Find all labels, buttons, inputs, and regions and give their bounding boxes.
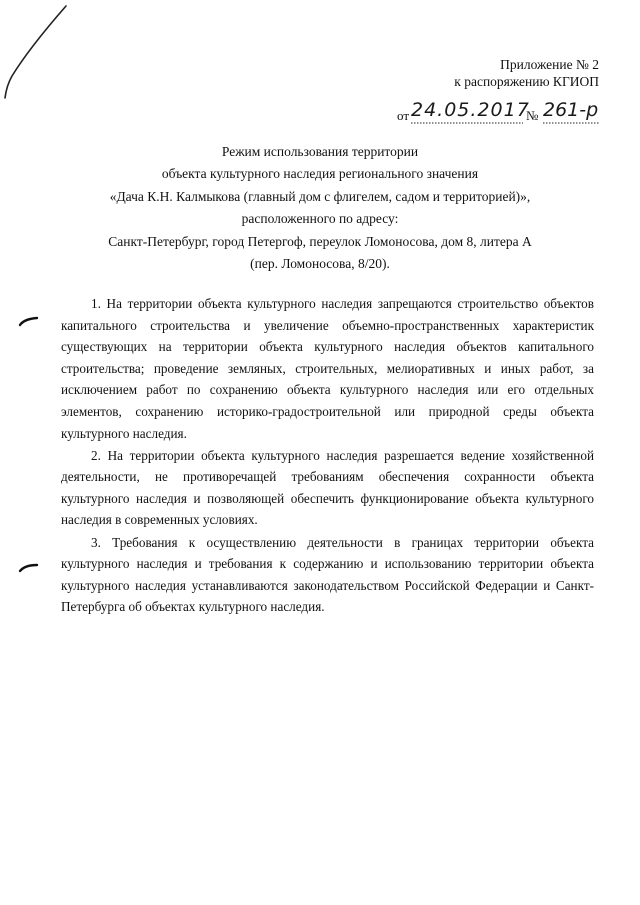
appendix-order-ref: к распоряжению КГИОП (454, 74, 599, 89)
paragraph-2: 2. На территории объекта культурного наследия разрешается ведение хозяйственной деятельности, не противоречащей требованиям обеспечения сохранности объекта культурного наследия и позволяющей обеспечить функционирование объекта культурного наследия в современных условиях. (61, 447, 594, 528)
title-line-2: объекта культурного наследия регионального значения (161, 166, 479, 182)
document-title (0, 141, 640, 275)
number-sign-label: № (526, 108, 539, 123)
title-line-5: Санкт-Петербург, город Петергоф, переулок Ломоносова, дом 8, литера А (108, 233, 532, 249)
order-date-number-line (397, 101, 602, 131)
punch-hole-mark-bottom (18, 562, 40, 574)
handwritten-date: 24.05.2017 (411, 99, 530, 121)
title-line-1: Режим использования территории (221, 144, 419, 159)
title-line-3: «Дача К.Н. Калмыкова (главный дом с флигелем, садом и территорией)», (109, 188, 531, 204)
paragraph-1: 1. На территории объекта культурного наследия запрещаются строительство объектов капитального строительства и увеличение объемно-пространственных характеристик существующих на территории объекта культурного наследия объектов капитального строительства; проведение земляных, строительных, мелиоративных и иных работ, за исключением работ по сохранению объекта культурного наследия или его отдельных элементов, сохранению историко-градостроительной или природной среды объекта культурного наследия. (61, 296, 594, 441)
handwritten-order-number: 261-р (543, 99, 599, 121)
title-line-6: (пер. Ломоносова, 8/20). (250, 256, 390, 272)
document-body (61, 293, 594, 618)
paragraph-3: 3. Требования к осуществлению деятельности в границах территории объекта культурного наследия и требования к содержанию и использованию территории объекта культурного наследия устанавливаются законодательством Российской Федерации и Санкт-Петербурга об объектах культурного наследия. (61, 534, 594, 615)
appendix-number: Приложение № 2 (500, 57, 599, 72)
punch-hole-mark-top (18, 316, 40, 328)
appendix-header (454, 56, 599, 90)
date-underline (411, 121, 601, 125)
scan-stroke-mark (0, 0, 80, 110)
title-line-4: расположенного по адресу: (241, 211, 399, 227)
date-prefix-label: от (397, 108, 410, 123)
